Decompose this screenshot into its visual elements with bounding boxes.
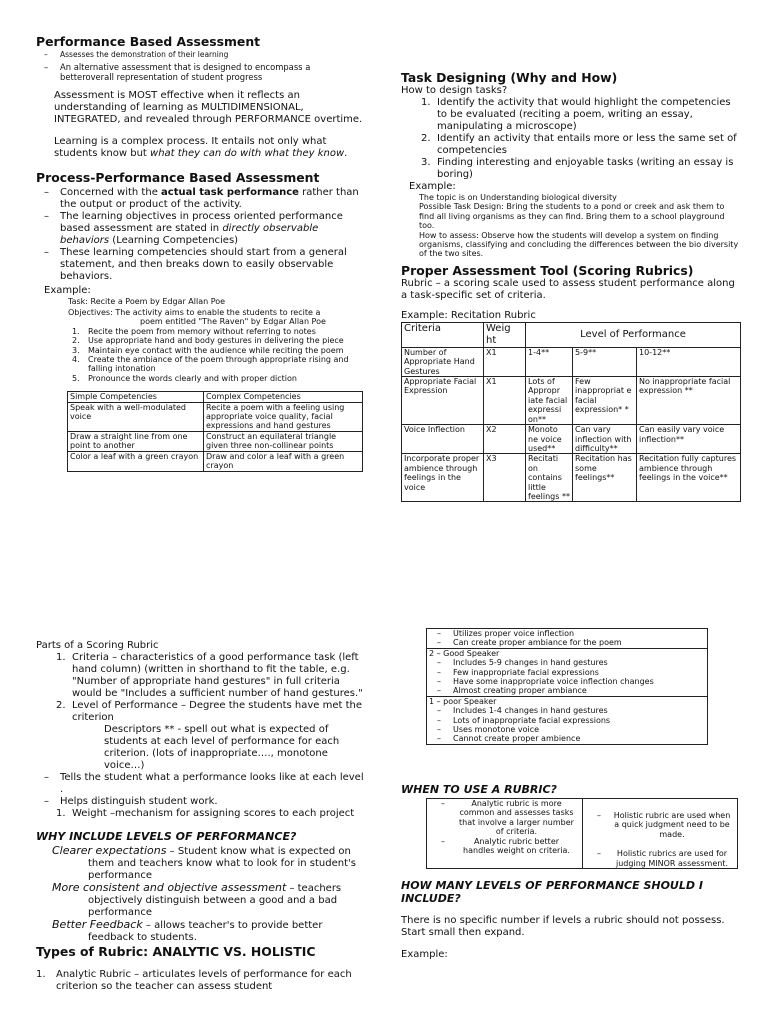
table-row bbox=[402, 377, 741, 425]
list-item: – Have some inappropriate voice inflection changes bbox=[429, 677, 705, 686]
section-title-process: Process-Performance Based Assessment bbox=[36, 169, 320, 185]
list-item: 3. Maintain eye contact with the audience while reciting the poem bbox=[72, 345, 344, 355]
table-cell: Can easily vary voice inflection** bbox=[637, 425, 741, 454]
list-item: – Holistic rubrics are used for judging MINOR assessment. bbox=[589, 849, 731, 868]
table-cell: Draw and color a leaf with a green crayon bbox=[204, 451, 363, 471]
example-task-design: Possible Task Design: Bring the students to a pond or creek and ask them to find all living organisms as they can find. Bring them to a school playground too. bbox=[419, 202, 725, 231]
poor-speaker-label: 1 – poor Speaker bbox=[429, 696, 497, 706]
list-item: 2. Level of Performance – Degree the students have met the criterion Descriptors ** - spell out what is expected of students at each level of performance for each criterion. (lots of inappropriate…., monotone voice…) bbox=[52, 700, 366, 772]
speaker-3-list bbox=[429, 629, 705, 648]
process-bullets bbox=[36, 187, 366, 283]
table-cell: No inappropriate facial expression ** bbox=[637, 377, 741, 425]
table-cell bbox=[427, 696, 708, 744]
list-item: – Few inappropriate facial expressions bbox=[429, 668, 705, 677]
poor-speaker-list bbox=[429, 706, 705, 744]
good-speaker-list bbox=[429, 658, 705, 696]
example-how-to-assess: How to assess: Observe how the students will develop a system on finding organisms, classifying and concluding the differences between the bio diversity of the two sites. bbox=[419, 230, 739, 259]
list-item: – Includes 1-4 changes in hand gestures bbox=[429, 706, 705, 715]
task-line: Task: Recite a Poem by Edgar Allan Poe bbox=[68, 296, 226, 306]
good-speaker-label: 2 – Good Speaker bbox=[429, 648, 500, 658]
table-header-cell: Weig ht bbox=[484, 322, 526, 347]
table-cell: Recite a poem with a feeling using appropriate voice quality, facial expressions and hand gestures bbox=[204, 402, 363, 431]
list-item: 1. Analytic Rubric – articulates levels of performance for each criterion so the teacher can assess student bbox=[36, 969, 352, 992]
list-item: – Tells the student what a performance looks like at each level . bbox=[36, 772, 366, 796]
list-item: – The learning objectives in process oriented performance based assessment are stated in directly observable behaviors (Learning Competencies) bbox=[36, 211, 366, 247]
descriptors-text: Descriptors ** - spell out what is expected of students at each level of performance for each criterion. (lots of inappropriate…., monotone voice…) bbox=[104, 724, 340, 771]
table-row bbox=[402, 454, 741, 502]
table-cell: Can vary inflection with difficulty** bbox=[573, 425, 637, 454]
table-cell: Construct an equilateral triangle given three non-collinear points bbox=[204, 431, 363, 451]
rubric-parts-cont bbox=[36, 808, 366, 820]
section-title-task-designing: Task Designing (Why and How) bbox=[401, 70, 618, 85]
table-cell: Few inappropriat e facial expression* * bbox=[573, 377, 637, 425]
recitation-rubric-table bbox=[401, 322, 741, 503]
table-row bbox=[427, 629, 708, 649]
table-cell: X1 bbox=[484, 377, 526, 425]
objective-steps bbox=[36, 327, 366, 383]
why-consistent: More consistent and objective assessment – teachers objectively distinguish between a good and a bad performance bbox=[52, 881, 342, 918]
why-clearer: Clearer expectations – Student know what is expected on them and teachers know what to look for in student's performance bbox=[52, 844, 356, 881]
table-row bbox=[427, 648, 708, 696]
right-bottom-column bbox=[401, 628, 741, 961]
table-header-cell: Simple Competencies bbox=[68, 392, 204, 402]
how-to-design: How to design tasks? bbox=[401, 85, 508, 96]
table-row bbox=[427, 696, 708, 744]
table-cell: Lots of Appropr iate facial expressi on** bbox=[526, 377, 573, 425]
when-to-use-title: WHEN TO USE A RUBRIC? bbox=[401, 782, 557, 796]
table-row bbox=[68, 402, 363, 431]
analytic-cell bbox=[427, 798, 583, 868]
table-cell: Draw a straight line from one point to another bbox=[68, 431, 204, 451]
objectives-line-1: Objectives: The activity aims to enable the students to recite a bbox=[68, 308, 321, 317]
list-item: 3. Finding interesting and enjoyable tasks (writing an essay is boring) bbox=[421, 157, 734, 180]
table-cell: 5-9** bbox=[573, 347, 637, 376]
list-item: – Uses monotone voice bbox=[429, 725, 705, 734]
section-title-assessment-tool: Proper Assessment Tool (Scoring Rubrics) bbox=[401, 262, 694, 278]
list-item: – Analytic rubric is more common and assesses tasks that involve a larger number of criteria. bbox=[433, 799, 576, 837]
table-cell: 10-12** bbox=[637, 347, 741, 376]
list-item: 1. Recite the poem from memory without referring to notes bbox=[72, 326, 316, 336]
list-item: 1. Criteria – characteristics of a good performance task (left hand column) (written in shorthand to fit the table, e.g. "Number of appropriate hand gestures" in full criteria would be "Includes a sufficient number of hand gestures." bbox=[56, 652, 363, 699]
list-item: – Holistic rubric are used when a quick judgment need to be made. bbox=[589, 811, 731, 839]
design-steps bbox=[401, 97, 741, 181]
table-cell: Color a leaf with a green crayon bbox=[68, 451, 204, 471]
parts-title: Parts of a Scoring Rubric bbox=[36, 640, 159, 651]
list-item: – Cannot create proper ambience bbox=[429, 734, 705, 743]
table-cell bbox=[427, 648, 708, 696]
list-item: – Analytic rubric better handles weight on criteria. bbox=[433, 837, 576, 856]
table-cell: Voice Inflection bbox=[402, 425, 484, 454]
holistic-list bbox=[589, 811, 731, 868]
table-header-cell: Level of Performance bbox=[526, 322, 741, 347]
list-item: 2. Identify an activity that entails more or less the same set of competencies bbox=[421, 133, 737, 156]
holistic-rubric-box bbox=[426, 628, 708, 745]
rubric-definition: Rubric – a scoring scale used to assess student performance along a task-specific set of criteria. bbox=[401, 277, 735, 301]
list-item: – These learning competencies should start from a general statement, and then breaks down to easily observable behaviors. bbox=[36, 247, 366, 283]
competencies-table bbox=[67, 391, 363, 471]
holistic-cell bbox=[583, 798, 738, 868]
table-cell: X2 bbox=[484, 425, 526, 454]
example-label: Example: bbox=[401, 948, 448, 960]
how-many-levels-text: There is no specific number if levels a rubric should not possess. Start small then expand. bbox=[401, 914, 725, 938]
table-cell bbox=[427, 629, 708, 649]
list-item: – Almost creating proper ambiance bbox=[429, 686, 705, 695]
list-item: 1. Identify the activity that would highlight the competencies to be evaluated (reciting a poem, writing an essay, manipulating a microscope) bbox=[421, 97, 731, 132]
table-row bbox=[68, 451, 363, 471]
objectives-line-2: poem entitled "The Raven" by Edgar Allan Poe bbox=[140, 317, 326, 327]
table-row bbox=[427, 798, 738, 868]
list-item: – Lots of inappropriate facial expressions bbox=[429, 716, 705, 725]
table-row bbox=[68, 392, 363, 402]
types-title: Types of Rubric: ANALYTIC VS. HOLISTIC bbox=[36, 944, 316, 959]
table-cell: 1-4** bbox=[526, 347, 573, 376]
list-item: 1. Weight –mechanism for assigning scores to each project bbox=[56, 808, 355, 819]
table-cell: Recitation has some feelings** bbox=[573, 454, 637, 502]
rubric-types bbox=[36, 969, 366, 993]
table-header-cell: Criteria bbox=[402, 322, 484, 347]
left-top-column bbox=[36, 34, 366, 472]
list-item: – Utilizes proper voice inflection bbox=[429, 629, 705, 638]
rubric-example-label: Example: Recitation Rubric bbox=[401, 309, 536, 321]
table-cell: Recitati on contains little feelings ** bbox=[526, 454, 573, 502]
level-bullets bbox=[36, 772, 366, 808]
table-cell: Monoto ne voice used** bbox=[526, 425, 573, 454]
example-label: Example: bbox=[409, 181, 456, 192]
table-row bbox=[402, 322, 741, 347]
table-row bbox=[68, 431, 363, 451]
table-row bbox=[402, 347, 741, 376]
when-to-use-table bbox=[426, 798, 738, 869]
pba-bullets bbox=[36, 51, 366, 82]
why-feedback: Better Feedback – allows teacher's to provide better feedback to students. bbox=[52, 918, 323, 943]
right-top-column bbox=[401, 70, 741, 502]
list-item: – Concerned with the actual task performance rather than the output or product of the activity. bbox=[36, 187, 366, 211]
list-item: 2. Use appropriate hand and body gestures in delivering the piece bbox=[72, 336, 344, 346]
why-levels-title: WHY INCLUDE LEVELS OF PERFORMANCE? bbox=[36, 830, 297, 843]
pba-paragraph-2: Learning is a complex process. It entails not only what students know but what they can do with what they know. bbox=[54, 135, 348, 159]
example-label: Example: bbox=[44, 284, 91, 296]
table-cell: Speak with a well-modulated voice bbox=[68, 402, 204, 431]
list-item: – Helps distinguish student work. bbox=[36, 796, 366, 808]
table-cell: Recitation fully captures ambience through feelings in the voice** bbox=[637, 454, 741, 502]
table-cell: X1 bbox=[484, 347, 526, 376]
analytic-list bbox=[433, 799, 576, 855]
left-bottom-column bbox=[36, 640, 366, 993]
list-item: – An alternative assessment that is designed to encompass a betteroverall representation of student progress bbox=[36, 62, 366, 82]
list-item: – Includes 5-9 changes in hand gestures bbox=[429, 658, 705, 667]
table-cell: Number of Appropriate Hand Gestures bbox=[402, 347, 484, 376]
pba-paragraph-1: Assessment is MOST effective when it reflects an understanding of learning as MULTIDIMENSIONAL, INTEGRATED, and revealed through PERFORMANCE overtime. bbox=[54, 89, 363, 125]
list-item: 5. Pronounce the words clearly and with proper diction bbox=[72, 373, 297, 383]
how-many-levels-title: HOW MANY LEVELS OF PERFORMANCE SHOULD I INCLUDE? bbox=[401, 878, 703, 905]
list-item: – Assesses the demonstration of their learning bbox=[36, 51, 366, 60]
table-cell: X3 bbox=[484, 454, 526, 502]
list-item: – Can create proper ambiance for the poem bbox=[429, 638, 705, 647]
section-title-performance-based: Performance Based Assessment bbox=[36, 34, 261, 49]
table-cell: Incorporate proper ambience through feelings in the voice bbox=[402, 454, 484, 502]
rubric-parts bbox=[36, 652, 366, 772]
table-header-cell: Complex Competencies bbox=[204, 392, 363, 402]
example-topic: The topic is on Understanding biological diversity bbox=[419, 193, 617, 202]
list-item: 4. Create the ambiance of the poem through appropriate rising and falling intonation bbox=[72, 355, 349, 374]
table-row bbox=[402, 425, 741, 454]
table-cell: Appropriate Facial Expression bbox=[402, 377, 484, 425]
